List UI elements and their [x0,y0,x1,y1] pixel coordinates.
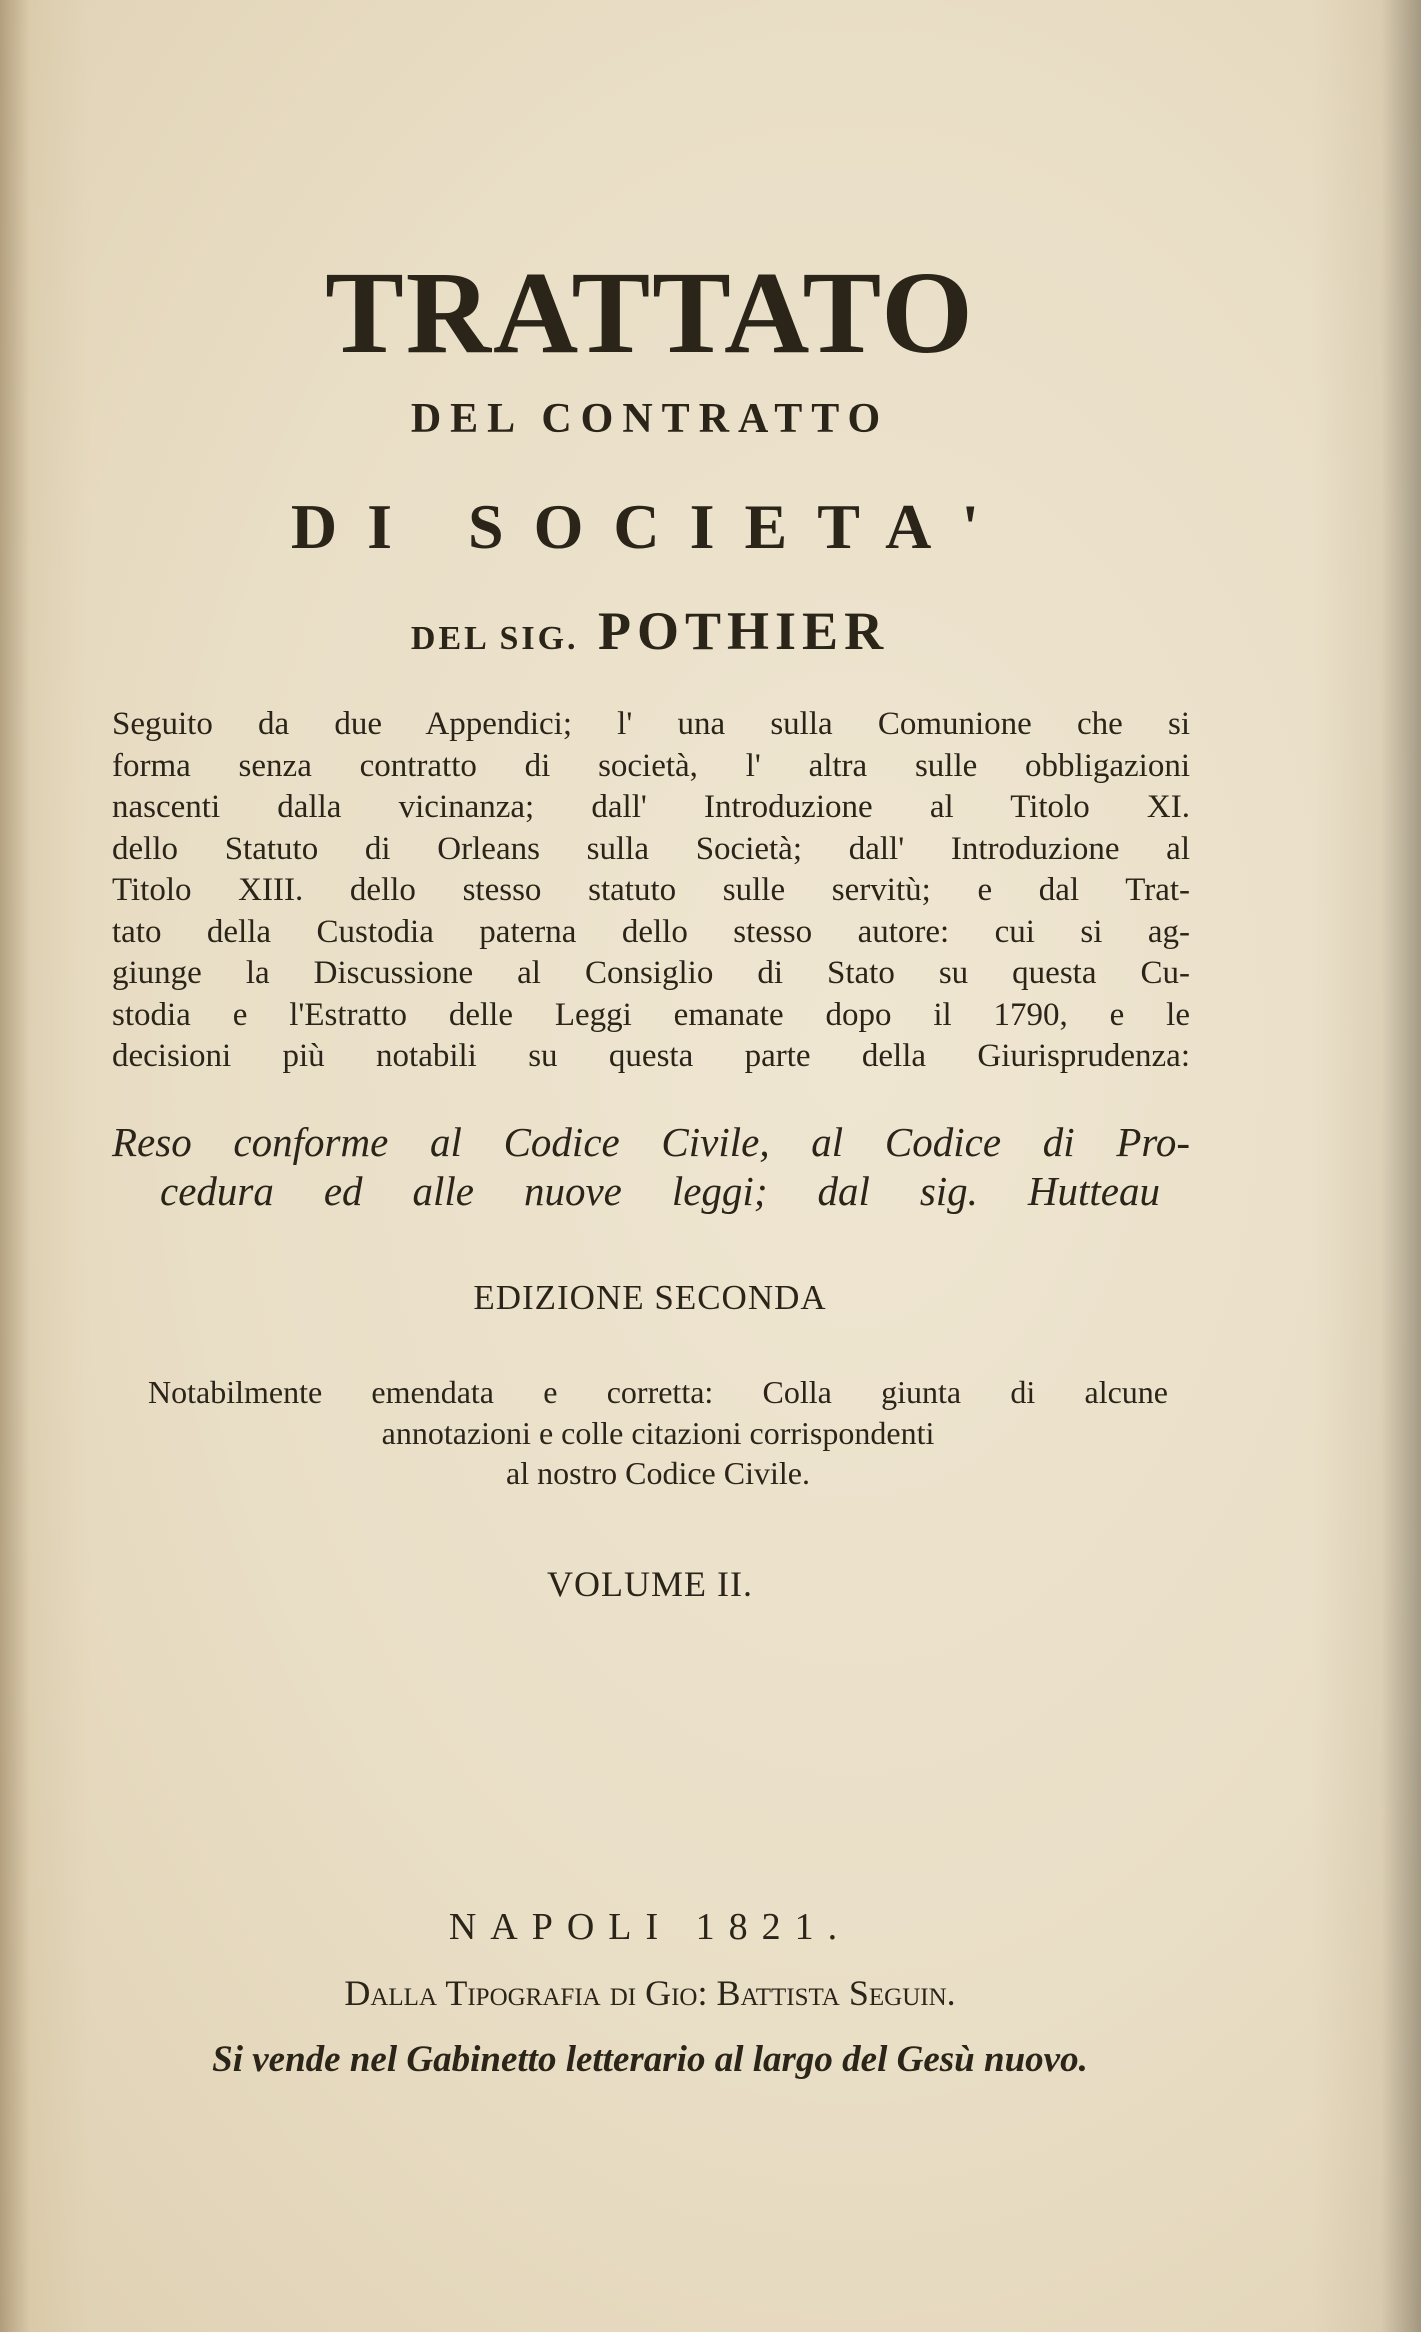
edition-notes [148,1372,1168,1494]
description-paragraph [112,704,1190,1078]
subtitle-contract: DEL CONTRATTO [410,396,890,442]
volume-number: VOLUME II. [547,1564,753,1604]
edition: EDIZIONE SECONDA [473,1278,827,1317]
description-line: Titolo XIII. dello stesso statuto sulle servitù; e dal Trat- [112,872,1190,908]
italic-line: cedura ed alle nuove leggi; dal sig. Hutteau [160,1168,1160,1214]
description-line: decisioni più notabili su questa parte della Giurisprudenza: [112,1038,1190,1074]
description-line: stodia e l'Estratto delle Leggi emanate dopo il 1790, e le [112,996,1190,1033]
imprint-place-year: NAPOLI 1821. [448,1906,852,1948]
imprint-seller: Si vende nel Gabinetto letterario al largo del Gesù nuovo. [212,2039,1088,2080]
description-line: Seguito da due Appendici; l' una sulla Comunione che si [112,706,1190,742]
author-line [110,600,1190,662]
italic-line: Reso conforme al Codice Civile, al Codice di Pro- [112,1119,1190,1165]
description-line: giunge la Discussione al Consiglio di Stato su questa Cu- [112,955,1190,991]
notes-line: Notabilmente emendata e corretta: Colla giunta di alcune [148,1374,1168,1410]
book-title: TRATTATO [325,247,975,378]
description-line: dello Statuto di Orleans sulla Società; dall' Introduzione al [112,830,1190,867]
notes-line: al nostro Codice Civile. [506,1455,810,1491]
notes-line: annotazioni e colle citazioni corrispondenti [381,1414,935,1451]
description-line: tato della Custodia paterna dello stesso autore: cui si ag- [112,913,1190,950]
description-line: nascenti dalla vicinanza; dall' Introduzione al Titolo XI. [112,789,1190,825]
subtitle-society: DI SOCIETA' [290,491,1010,562]
author-prefix: DEL SIG. [410,620,579,657]
author-name: POTHIER [598,601,890,661]
conformity-statement [112,1118,1190,1216]
imprint-printer: Dalla Tipografia di Gio: Battista Seguin. [344,1973,956,2013]
description-line: forma senza contratto di società, l' altra sulle obbligazioni [112,747,1190,784]
